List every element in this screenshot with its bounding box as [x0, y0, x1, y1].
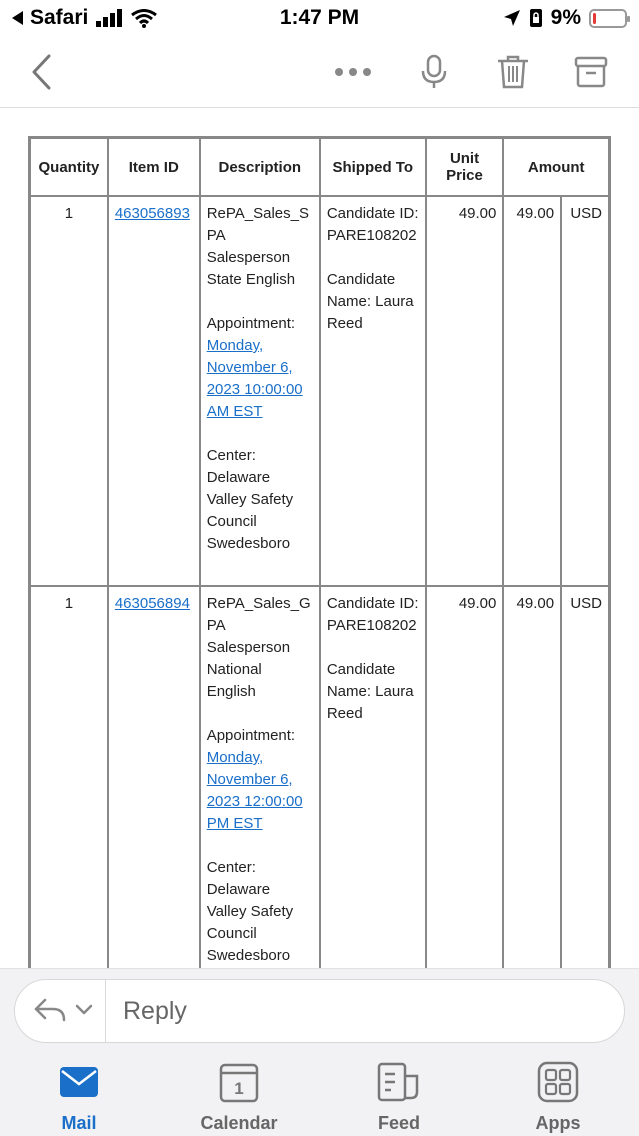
appointment-link[interactable]: Monday, November 6, 2023 12:00:00 PM EST — [206, 749, 303, 832]
tab-apps[interactable] — [498, 1059, 618, 1134]
candidate-id: Candidate ID: PARE108202 — [326, 205, 419, 244]
col-amount: Amount — [503, 138, 609, 196]
reply-label: Reply — [123, 997, 187, 1025]
cell-unit-price: 49.00 — [426, 586, 504, 969]
location-arrow-icon — [503, 9, 521, 27]
status-bar — [0, 0, 639, 36]
tab-mail-label: Mail — [61, 1113, 97, 1133]
appointment-label: Appointment: — [206, 315, 296, 332]
more-icon — [333, 67, 373, 77]
cell-unit-price: 49.00 — [426, 196, 504, 586]
tab-bar — [0, 1059, 639, 1136]
status-time: 1:47 PM — [279, 6, 360, 29]
back-app-label: Safari — [30, 6, 89, 29]
battery-level — [593, 13, 596, 24]
center-label: Center: — [206, 859, 256, 876]
tab-calendar[interactable] — [179, 1059, 299, 1134]
candidate-id: Candidate ID: PARE108202 — [326, 595, 419, 634]
reply-options-button[interactable] — [33, 996, 93, 1024]
archive-button[interactable] — [569, 50, 613, 94]
order-items-table — [28, 136, 611, 969]
tab-feed[interactable] — [339, 1059, 459, 1134]
more-button[interactable] — [331, 50, 375, 94]
tab-mail[interactable] — [19, 1059, 139, 1134]
tab-feed-label: Feed — [377, 1113, 420, 1133]
delete-button[interactable] — [491, 50, 535, 94]
candidate-name: Candidate Name: Laura Reed — [326, 661, 414, 722]
calendar-day: 1 — [234, 1079, 244, 1098]
cell-amount: 49.00 — [503, 586, 561, 969]
tab-apps-label: Apps — [535, 1113, 581, 1133]
candidate-name: Candidate Name: Laura Reed — [326, 271, 414, 332]
dictate-button[interactable] — [412, 50, 456, 94]
table-row — [30, 196, 609, 586]
center-name: Delaware Valley Safety Council Swedesboro — [206, 469, 294, 552]
battery-percent: 9% — [550, 6, 581, 29]
item-id-link[interactable]: 463056893 — [114, 205, 190, 222]
description-title: Salesperson State English — [206, 249, 296, 288]
reply-arrow-icon — [33, 996, 67, 1024]
back-button[interactable] — [20, 50, 64, 94]
reply-divider — [105, 980, 106, 1042]
calendar-icon — [219, 1061, 259, 1103]
cell-item-id — [108, 586, 200, 969]
item-id-link[interactable]: 463056894 — [114, 595, 190, 612]
col-shipped-to: Shipped To — [320, 138, 426, 196]
cell-item-id — [108, 196, 200, 586]
cell-description — [200, 196, 320, 586]
chevron-left-icon — [30, 54, 54, 90]
chevron-down-icon — [75, 1004, 93, 1016]
reply-box[interactable] — [14, 979, 625, 1043]
apps-icon — [537, 1061, 579, 1103]
microphone-icon — [420, 54, 448, 90]
center-name: Delaware Valley Safety Council Swedesboro — [206, 881, 294, 964]
cell-amount: 49.00 — [503, 196, 561, 586]
col-quantity: Quantity — [30, 138, 108, 196]
table-header-row — [30, 138, 609, 196]
cell-quantity: 1 — [30, 586, 108, 969]
battery-icon — [589, 9, 627, 28]
cell-quantity: 1 — [30, 196, 108, 586]
cell-shipped-to — [320, 196, 426, 586]
archive-icon — [574, 55, 608, 89]
cell-currency: USD — [561, 196, 609, 586]
appointment-label: Appointment: — [206, 727, 296, 744]
trash-icon — [496, 54, 530, 90]
mail-toolbar — [0, 36, 639, 108]
cell-currency: USD — [561, 586, 609, 969]
table-row — [30, 586, 609, 969]
email-body[interactable] — [0, 109, 639, 969]
cell-description — [200, 586, 320, 969]
portrait-lock-icon — [529, 8, 543, 28]
col-description: Description — [200, 138, 320, 196]
center-label: Center: — [206, 447, 256, 464]
feed-icon — [377, 1062, 421, 1102]
mail-icon — [59, 1066, 99, 1098]
tab-calendar-label: Calendar — [200, 1113, 278, 1133]
bottom-area — [0, 968, 639, 1136]
appointment-link[interactable]: Monday, November 6, 2023 10:00:00 AM EST — [206, 337, 303, 420]
col-unit-price: Unit Price — [426, 138, 504, 196]
cell-shipped-to — [320, 586, 426, 969]
description-title: Salesperson National English — [206, 639, 291, 700]
description-code: RePA_Sales_SPA — [206, 205, 309, 244]
col-item-id: Item ID — [108, 138, 200, 196]
description-code: RePA_Sales_GPA — [206, 595, 311, 634]
